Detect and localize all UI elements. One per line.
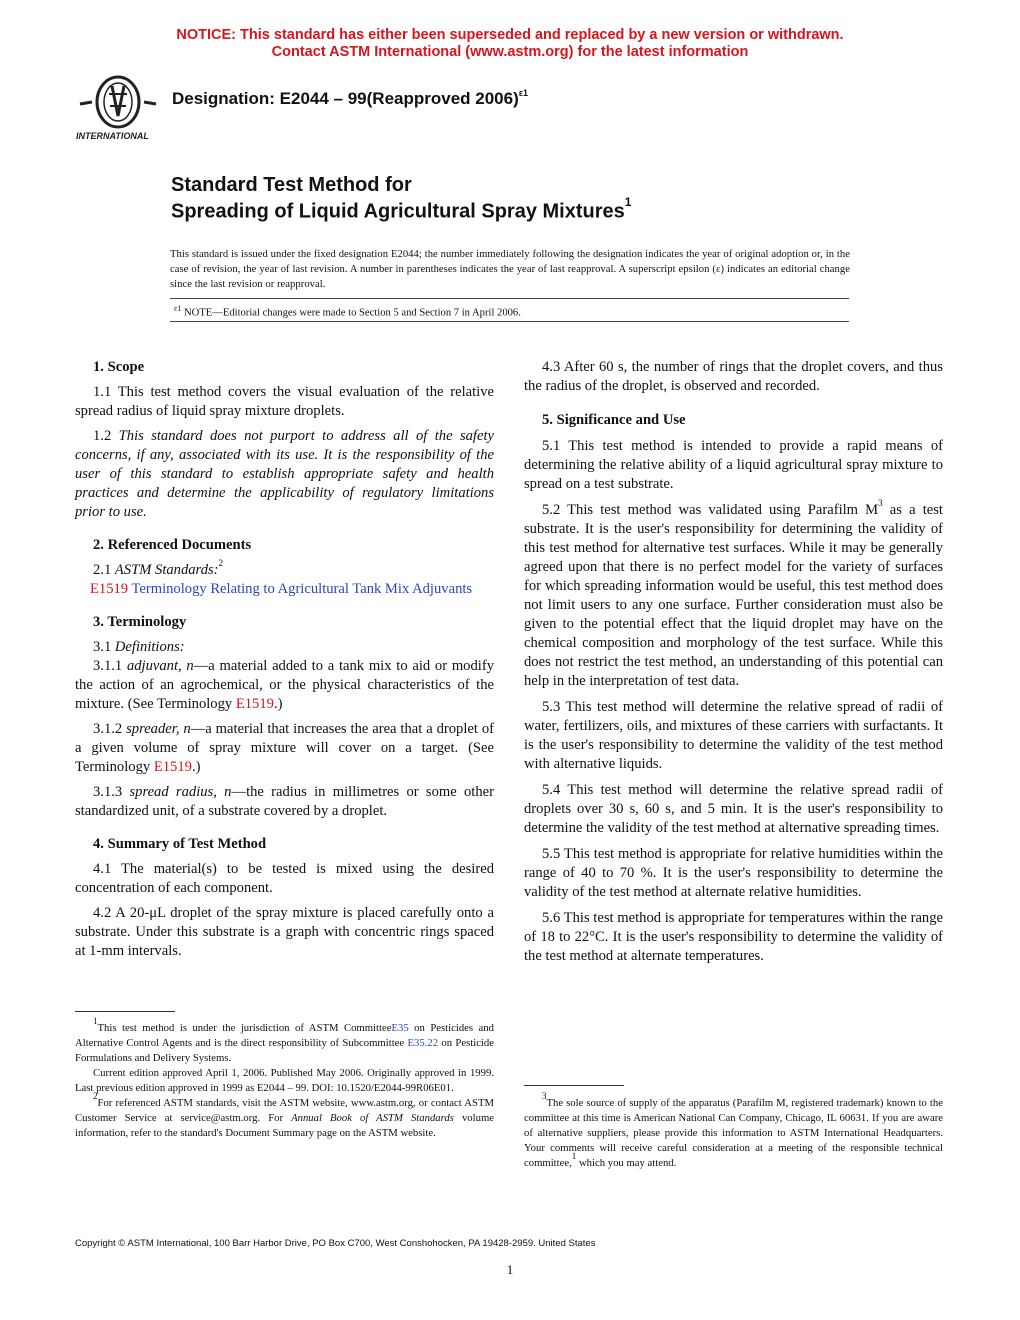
- definition-text: —a material that increases the area that a droplet of a given volume of spray mixture will cover on a target. (See Terminology: [75, 721, 494, 775]
- definition-text: —a material added to a tank mix to aid or modify the action of an agrochemical, or the physical characteristics of the mixture. (See Terminology: [75, 658, 494, 712]
- ref-title-link[interactable]: Terminology Relating to Agricultural Tank Mix Adjuvants: [128, 581, 473, 597]
- footnotes-left: [75, 1016, 495, 1141]
- term: adjuvant, n: [126, 658, 194, 674]
- paragraph-5-5: 5.5 This test method is appropriate for relative humidities within the range of 40 to 70 %. It is the user's responsibility to determine the validity of the test method at alternate relative humidities.: [524, 846, 943, 900]
- paragraph-5-6: 5.6 This test method is appropriate for temperatures within the range of 18 to 22°C. It is the user's responsibility to determine the validity of the test method at alternate temperatures.: [524, 910, 943, 964]
- paragraph-1-1: 1.1 This test method covers the visual evaluation of the relative spread radius of liquid spray mixture droplets.: [75, 384, 494, 419]
- definition-end: .): [273, 696, 283, 712]
- paragraph-5-1: 5.1 This test method is intended to provide a rapid means of determining the relative ability of a liquid agricultural spray mixture to spread on a test substrate.: [524, 438, 943, 492]
- left-column: [75, 358, 494, 961]
- definition-spreader: [75, 720, 494, 777]
- epsilon-mark: ε1: [174, 304, 182, 313]
- definition-adjuvant: [75, 657, 494, 714]
- paragraph-4-1: 4.1 The material(s) to be tested is mixed using the desired concentration of each component.: [75, 861, 494, 896]
- footnote-text: volume information, refer to the standard's Document Summary page on the ASTM website.: [75, 1112, 495, 1139]
- footnote-3-text: [524, 1091, 943, 1171]
- footnote-italic: Annual Book of ASTM Standards: [291, 1112, 454, 1124]
- footnote-1: [75, 1016, 494, 1066]
- definition-text: —the radius in millimetres or some other standardized unit, of a substrate covered by a droplet.: [75, 784, 494, 819]
- designation-epsilon: ε1: [518, 88, 529, 99]
- title-line-1: Standard Test Method for: [171, 174, 412, 196]
- copyright: Copyright © ASTM International, 100 Barr Harbor Drive, PO Box C700, West Conshohocken, PA 19428-2959. United States: [75, 1238, 596, 1249]
- page-number: 1: [506, 1262, 514, 1277]
- term: spread radius, n: [129, 784, 232, 800]
- footnote-2: [75, 1091, 495, 1141]
- footnote-ref: 1: [571, 1151, 577, 1162]
- footnote-divider: [524, 1085, 624, 1086]
- paragraph-number: 2.1: [93, 562, 115, 578]
- paragraph-text: 5.2 This test method was validated using Parafilm M: [542, 502, 879, 518]
- term: spreader, n: [126, 721, 191, 737]
- divider: [170, 298, 849, 299]
- subcommittee-link[interactable]: E35.22: [407, 1037, 439, 1049]
- section-3-heading: 3. Terminology: [93, 614, 187, 630]
- title-text: Spreading of Liquid Agricultural Spray Mixtures: [171, 200, 625, 223]
- right-column: [524, 358, 943, 966]
- section-1-heading: 1. Scope: [93, 359, 145, 375]
- paragraph-2-1: [75, 558, 494, 580]
- e1519-link[interactable]: E1519: [153, 759, 192, 775]
- paragraph-number: 3.1: [93, 639, 115, 655]
- safety-statement: This standard does not purport to address all of the safety concerns, if any, associated with its use. It is the responsibility of the user of this standard to establish appropriate safety and health practices and determine the applicability of regulatory limitations prior to use.: [75, 428, 494, 520]
- footnote-divider: [75, 1011, 175, 1012]
- paragraph-number: 3.1.3: [93, 784, 130, 800]
- footnote-mark: 3: [542, 1091, 547, 1102]
- footnote-1-edition: Current edition approved April 1, 2006. Published May 2006. Originally approved in 1999. Last previous edition approved in 1999 as E2044 – 99. DOI: 10.1520/E2044-99R06E01.: [75, 1067, 494, 1094]
- definition-end: .): [191, 759, 201, 775]
- section-5-heading: 5. Significance and Use: [542, 412, 686, 428]
- footnote-mark: 2: [93, 1091, 98, 1102]
- e1519-link[interactable]: E1519: [235, 696, 274, 712]
- notice-line-1: NOTICE: This standard has either been superseded and replaced by a new version or withdrawn.: [176, 27, 844, 43]
- footnote-text: For referenced ASTM standards, visit the ASTM website, www.astm.org, or contact ASTM Customer Service at service@astm.org. For: [75, 1097, 494, 1124]
- designation-text: Designation: E2044 – 99(Reapproved 2006): [172, 89, 519, 108]
- paragraph-5-4: 5.4 This test method will determine the relative spread radii of droplets over 30 s, 60 s, and 5 min. It is the user's responsibility to determine the validity of the test method at alternative spreading times.: [524, 782, 943, 836]
- footnote-text: which you may attend.: [576, 1157, 677, 1169]
- section-4-heading: 4. Summary of Test Method: [93, 836, 267, 852]
- paragraph-5-2: [524, 498, 943, 691]
- withdrawal-notice: [0, 27, 1020, 61]
- paragraph-4-2: 4.2 A 20-μL droplet of the spray mixture is placed carefully onto a substrate. Under this substrate is a graph with concentric rings spaced at 1-mm intervals.: [75, 905, 494, 959]
- issuance-note: This standard is issued under the fixed designation E2044; the number immediately following the designation indicates the year of original adoption or, in the case of revision, the year of last revision. A number in parentheses indicates the year of last reapproval. A superscript epsilon (ε) indicates an editorial change since the last revision or reapproval.: [170, 249, 850, 290]
- divider: [170, 321, 849, 322]
- ref-code-link[interactable]: E1519: [90, 581, 129, 597]
- footnote-text: on Pesticide Formulations and Delivery Systems.: [75, 1037, 494, 1064]
- title-line-2: [171, 195, 632, 224]
- editorial-note-text: NOTE—Editorial changes were made to Section 5 and Section 7 in April 2006.: [184, 307, 521, 319]
- paragraph-number: 3.1.2: [93, 721, 127, 737]
- paragraph-5-3: 5.3 This test method will determine the relative spread of radii of water, fertilizers, oils, and mixtures of these carriers with surfactants. It is the user's responsibility to determine the validity of the test method with alternative liquids.: [524, 699, 943, 772]
- astm-logo-mark: [80, 77, 156, 127]
- definition-spread-radius: [75, 783, 494, 821]
- paragraph-number: 1.2: [93, 428, 119, 444]
- footnote-ref-2: 2: [218, 558, 224, 569]
- astm-logo: [72, 72, 164, 142]
- paragraph-text: as a test substrate. It is the user's responsibility for determining the validity of this test method for alternative test surfaces. While it may be generally agreed upon that there is no perfect model for the variety of surfaces for which spreading information would be useful, this test method does not limit users to any one surface. Further consideration must also be given to the potential effect that the liquid droplet may have on the chemical composition and morphology of the test surface. While this does not restrict the test method, an understanding of this potential can help in the interpretation of test data.: [524, 502, 943, 689]
- logo-international-text: INTERNATIONAL: [76, 131, 149, 141]
- footnote-text: This test method is under the jurisdiction of ASTM Committee: [97, 1022, 392, 1034]
- paragraph-number: 3.1.1: [93, 658, 127, 674]
- designation: [172, 89, 528, 109]
- definitions-label: Definitions:: [114, 639, 185, 655]
- paragraph-1-2: [75, 427, 494, 522]
- title-footnote-ref: 1: [624, 195, 632, 209]
- section-2-heading: 2. Referenced Documents: [93, 537, 252, 553]
- astm-standards-label: ASTM Standards:: [114, 562, 219, 578]
- footnote-mark: 1: [93, 1016, 98, 1027]
- paragraph-3-1: [75, 638, 494, 657]
- footnote-text: on Pesticides and Alternative Control Agents and is the direct responsibility of Subcommittee: [75, 1022, 494, 1049]
- referenced-standard: [75, 580, 494, 599]
- footnote-3: [524, 1091, 943, 1171]
- committee-e35-link[interactable]: E35: [391, 1022, 409, 1034]
- notice-line-2: Contact ASTM International (www.astm.org) for the latest information: [271, 44, 749, 60]
- footnote-text: The sole source of supply of the apparatus (Parafilm M, registered trademark) known to the committee at this time is American National Can Company, Chicago, IL 60631. If you are aware of alternative suppliers, please provide this information to ASTM International Headquarters. Your comments will receive careful consideration at a meeting of the responsible technical committee,: [524, 1097, 943, 1169]
- editorial-note: [174, 304, 521, 319]
- paragraph-4-3: 4.3 After 60 s, the number of rings that the droplet covers, and thus the radius of the droplet, is observed and recorded.: [524, 359, 943, 394]
- footnote-ref-3: 3: [878, 498, 883, 509]
